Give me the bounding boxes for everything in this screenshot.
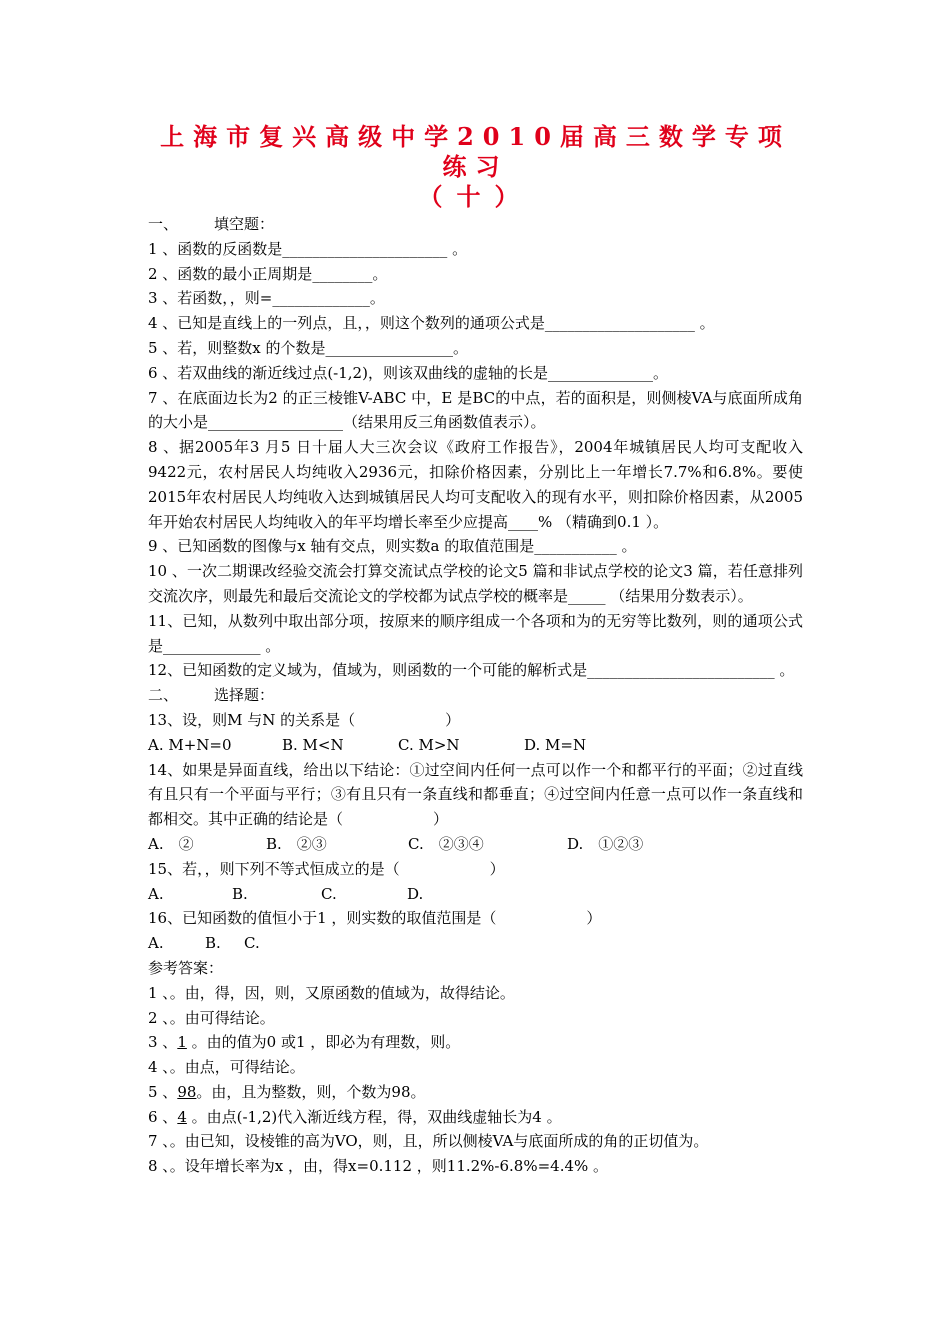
section-label: 填空题： [214,215,275,233]
title-line-1: 上海市复兴高级中学2010届高三数学专项练习 [160,122,791,181]
answers-heading: 参考答案： [148,958,224,977]
question-15-options [148,882,803,907]
option-b: B. ②③ [266,834,327,853]
question-13: 13、设，则M 与N 的关系是（ ） [148,710,461,729]
option-c: C. M>N [398,735,460,754]
question-7: 7 、在底面边长为2 的正三棱锥V-ABC 中，E 是BC的中点，若的面积是，则侧棱VA与底面所成角的大小是__________________（结果用反三角函数值表示）。 [148,388,803,432]
answer-3 [148,1030,803,1055]
answer-prefix: 3 、 [148,1033,178,1052]
answer-5 [148,1080,803,1105]
option-b: B. [232,884,248,903]
answer-key: 1 [177,1033,187,1052]
answer-prefix: 6 、 [148,1107,178,1126]
answer-8: 8 、。设年增长率为x ，由，得x=0.112 ，则11.2%-6.8%=4.4% 。 [148,1157,609,1176]
question-16-options [148,931,803,956]
question-10: 10 、一次二期课改经验交流会打算交流试点学校的论文5 篇和非试点学校的论文3 篇，若任意排列交流次序，则最先和最后交流论文的学校都为试点学校的概率是_____ （结果用分数表示）。 [148,562,803,605]
question-4: 4 、已知是直线上的一列点，且，，则这个数列的通项公式是____________________ 。 [148,314,715,333]
question-15: 15、若，，则下列不等式恒成立的是（ ） [148,859,505,878]
answer-2: 2 、。由可得结论。 [148,1008,275,1027]
option-d: D. [407,884,424,903]
question-8: 8 、据2005年3 月5 日十届人大三次会议《政府工作报告》，2004年城镇居民人均可支配收入9422元，农村居民人均纯收入2936元，扣除价格因素，分别比上一年增长7.7%和6.8%。要使2015年农村居民人均纯收入达到城镇居民人均可支配收入的现有水平，则扣除价格因素，从2005年开始农村居民人均纯收入的年平均增长率至少应提高____% （精确到0.1 ）。 [148,438,803,531]
answer-explanation: 。由点(-1,2)代入渐近线方程，得，双曲线虚轴长为4 。 [186,1107,562,1126]
option-c: C. ②③④ [408,834,484,853]
document-title [148,122,803,212]
question-16: 16、已知函数的值恒小于1 ，则实数的取值范围是（ ） [148,909,602,928]
question-11: 11、已知，从数列中取出部分项，按原来的顺序组成一个各项和为的无穷等比数列，则的通项公式是_____________ 。 [148,611,803,655]
option-b: B. M<N [282,735,344,754]
section-label: 选择题： [214,686,275,705]
question-1: 1 、函数的反函数是______________________ 。 [148,239,468,258]
section-number: 一、 [148,215,179,233]
question-12: 12、已知函数的定义域为，值域为，则函数的一个可能的解析式是_________________________ 。 [148,661,795,680]
answer-1: 1 、。由，得，因，则，又原函数的值域为，故得结论。 [148,983,515,1002]
option-d: D. ①②③ [567,834,644,853]
option-c: C. [244,934,260,953]
option-a: A. M+N=0 [148,735,232,754]
answer-explanation: 。由的值为0 或1 ，即必为有理数，则。 [186,1033,461,1052]
answer-6 [148,1105,803,1130]
option-a: A. ② [148,834,194,853]
answer-key: 4 [177,1107,187,1126]
section-choice-heading [148,683,803,708]
question-13-options [148,733,803,758]
question-6: 6 、若双曲线的渐近线过点(-1,2)，则该双曲线的虚轴的长是______________。 [148,363,668,382]
question-3: 3 、若函数，，则=_____________。 [148,289,385,308]
question-2: 2 、函数的最小正周期是________。 [148,264,388,283]
answer-key: 98 [177,1082,197,1101]
answer-prefix: 5 、 [148,1082,178,1101]
answer-7: 7 、。由已知，设棱锥的高为VO，则，且，所以侧棱VA与底面所成的角的正切值为。 [148,1132,709,1151]
question-5: 5 、若，则整数x 的个数是_________________。 [148,338,469,357]
option-a: A. [148,884,164,903]
answer-4: 4 、。由点，可得结论。 [148,1058,305,1077]
question-9: 9 、已知函数的图像与x 轴有交点，则实数a 的取值范围是___________ 。 [148,537,637,556]
question-14-options [148,832,803,857]
option-d: D. M=N [524,735,587,754]
option-b: B. [205,934,221,953]
question-14: 14、如果是异面直线，给出以下结论：①过空间内任何一点可以作一个和都平行的平面；②过直线有且只有一个平面与平行；③有且只有一条直线和都垂直；④过空间内任意一点可以作一条直线和都相交。其中正确的结论是（ ） [148,760,803,829]
answer-explanation: 。由，且为整数，则，个数为98。 [196,1082,426,1101]
section-fill-in-heading [148,212,803,237]
option-a: A. [148,934,164,953]
title-line-2: （十） [418,182,533,211]
option-c: C. [321,884,337,903]
section-number: 二、 [148,686,179,705]
document-page [148,122,803,1179]
